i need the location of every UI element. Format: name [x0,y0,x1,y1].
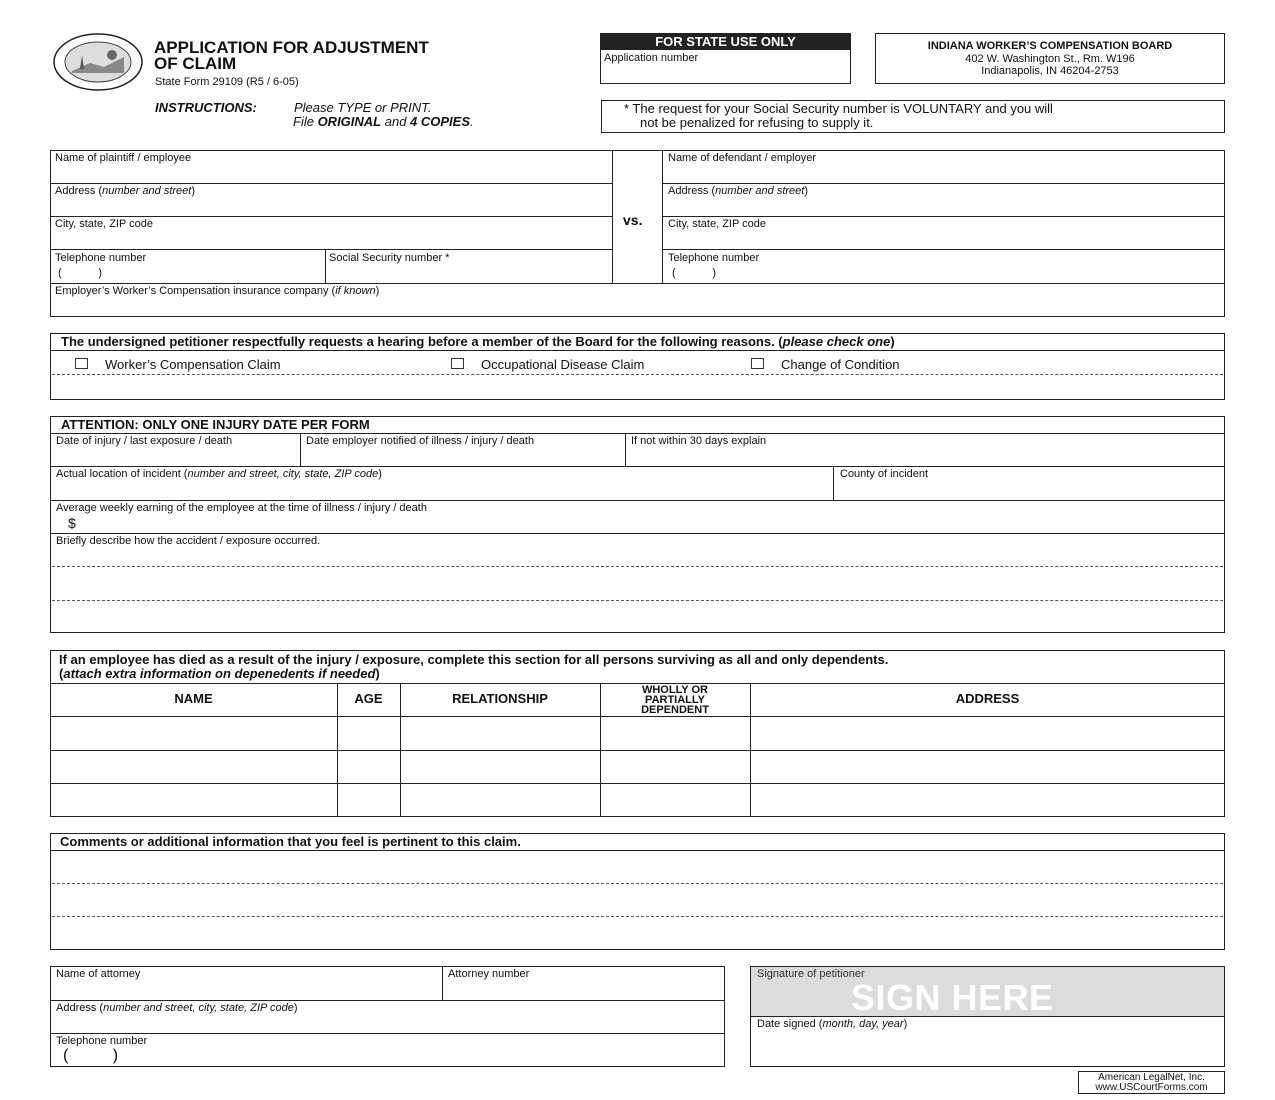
divider [50,500,1225,501]
plaintiff-telephone-label: Telephone number [55,252,147,264]
divider [50,466,1225,467]
dependent-row-2-age[interactable] [338,751,399,782]
change-of-condition-label: Change of Condition [781,357,900,372]
defendant-telephone-field[interactable] [663,265,1224,282]
col-header-dependency: WHOLLY OR PARTIALLY DEPENDENT [641,684,709,716]
plaintiff-phone-parens: ( ) [58,267,102,279]
plaintiff-telephone-field[interactable] [51,265,324,282]
plaintiff-address-field[interactable] [51,198,611,215]
attorney-name-label: Name of attorney [56,968,141,980]
dependents-intro: If an employee has died as a result of the injury / exposure, complete this section for all persons surviving as all and only dependents. (attach extra information on depenedents if needed) [59,652,889,681]
divider [612,150,613,284]
plaintiff-address-label: Address (number and street) [55,185,196,197]
date-notified-label: Date employer notified of illness / injury / death [306,435,535,447]
explain-field[interactable] [626,448,1224,465]
defendant-city-label: City, state, ZIP code [668,218,767,230]
weekly-earning-label: Average weekly earning of the employee at the time of illness / injury / death [56,502,427,514]
date-signed-field[interactable] [751,1031,1224,1066]
divider [662,183,1225,184]
state-use-title: FOR STATE USE ONLY [601,34,850,50]
divider [662,249,1225,250]
vs-label: vs. [623,212,643,228]
occupational-disease-claim-label: Occupational Disease Claim [481,357,645,372]
dependent-row-3-relationship[interactable] [401,784,599,816]
comments-label: Comments or additional information that you feel is pertinent to this claim. [60,834,521,849]
date-of-injury-label: Date of injury / last exposure / death [56,435,233,447]
attorney-address-field[interactable] [51,1015,724,1032]
application-number-field[interactable] [601,64,850,83]
accident-description-label: Briefly describe how the accident / exposure occurred. [56,535,321,547]
dependent-row-3-address[interactable] [751,784,1224,816]
dependent-row-1-name[interactable] [51,717,336,749]
defendant-address-label: Address (number and street) [668,185,809,197]
divider [50,350,1225,351]
plaintiff-name-field[interactable] [51,165,611,182]
weekly-earning-field[interactable] [80,515,1224,532]
ssn-label: Social Security number * [329,252,450,264]
dependent-row-3-dependency[interactable] [601,784,749,816]
explain-label: If not within 30 days explain [631,435,767,447]
dependent-row-1-dependency[interactable] [601,717,749,749]
defendant-address-field[interactable] [663,198,1224,215]
attorney-name-field[interactable] [51,981,441,999]
plaintiff-city-field[interactable] [51,231,611,248]
defendant-telephone-label: Telephone number [668,252,760,264]
divider [50,216,612,217]
workers-comp-claim-checkbox[interactable] [75,358,88,369]
dependent-row-1-age[interactable] [338,717,399,749]
incident-location-label: Actual location of incident (number and street, city, state, ZIP code) [56,468,382,480]
date-notified-field[interactable] [301,448,624,465]
signature-label: Signature of petitioner [757,968,865,980]
incident-location-field[interactable] [51,481,832,499]
county-field[interactable] [834,481,1224,499]
defendant-name-label: Name of defendant / employer [668,152,816,164]
divider [50,683,1225,684]
board-address-line2: Indianapolis, IN 46204-2753 [981,65,1119,77]
state-seal [52,33,144,91]
dependent-row-2-address[interactable] [751,751,1224,782]
dollar-sign: $ [68,515,76,531]
footer-credit: American LegalNet, Inc. www.USCourtForms.com [1078,1071,1225,1094]
application-number-label: Application number [604,52,699,64]
dependent-row-2-name[interactable] [51,751,336,782]
date-signed-label: Date signed (month, day, year) [757,1018,908,1030]
plaintiff-name-label: Name of plaintiff / employee [55,152,192,164]
attorney-telephone-field[interactable] [51,1048,724,1066]
dependent-row-1-relationship[interactable] [401,717,599,749]
sign-here-text: SIGN HERE [851,977,1054,1018]
instructions: INSTRUCTIONS: Please TYPE or PRINT. [155,100,432,115]
divider [750,1016,1225,1017]
attorney-number-field[interactable] [443,981,724,999]
divider [50,433,1225,434]
divider [50,249,612,250]
attention-heading: ATTENTION: ONLY ONE INJURY DATE PER FORM [61,417,370,432]
hearing-request-text: The undersigned petitioner respectfully requests a hearing before a member of the Board for the following reasons. (please check one) [61,334,895,349]
dependent-row-3-age[interactable] [338,784,399,816]
dependent-row-2-relationship[interactable] [401,751,599,782]
attorney-address-label: Address (number and street, city, state, ZIP code) [56,1002,298,1014]
dashed-line [52,374,1223,375]
dashed-line [52,566,1223,567]
divider [662,216,1225,217]
divider [50,533,1225,534]
insurance-field[interactable] [51,298,1224,315]
workers-comp-claim-label: Worker’s Compensation Claim [105,357,281,372]
form-title: APPLICATION FOR ADJUSTMENT OF CLAIM [154,38,429,73]
dependent-row-3-name[interactable] [51,784,336,816]
date-of-injury-field[interactable] [51,448,299,465]
col-header-address: ADDRESS [955,691,1020,706]
occupational-disease-claim-checkbox[interactable] [451,358,464,369]
hearing-notes-field[interactable] [51,376,1224,399]
divider [50,1000,725,1001]
state-use-box [600,33,851,84]
board-address-box [875,33,1225,84]
divider [50,283,1225,284]
attorney-telephone-label: Telephone number [56,1035,148,1047]
col-header-name: NAME [174,691,213,706]
insurance-label: Employer’s Worker’s Compensation insurance company (if known) [55,285,380,297]
defendant-phone-parens: ( ) [672,267,716,279]
col-header-relationship: RELATIONSHIP [452,691,548,706]
county-label: County of incident [840,468,929,480]
board-address-line1: 402 W. Washington St., Rm. W196 [965,53,1135,65]
attorney-number-label: Attorney number [448,968,530,980]
board-name: INDIANA WORKER’S COMPENSATION BOARD [927,40,1173,52]
dependent-row-2-dependency[interactable] [601,751,749,782]
attorney-phone-parens: ( ) [63,1047,119,1064]
change-of-condition-checkbox[interactable] [751,358,764,369]
ssn-notice: * The request for your Social Security number is VOLUNTARY and you will not be penalized for refusing to supply it. [601,100,1225,133]
defendant-name-field[interactable] [663,165,1224,182]
defendant-city-field[interactable] [663,231,1224,248]
dashed-line [52,600,1223,601]
col-header-age: AGE [354,691,383,706]
dependent-row-1-address[interactable] [751,717,1224,749]
instructions-copies: File ORIGINAL and 4 COPIES. [293,114,474,129]
divider [50,1033,725,1034]
plaintiff-city-label: City, state, ZIP code [55,218,154,230]
comments-field[interactable] [51,851,1224,949]
ssn-field[interactable] [326,265,611,282]
divider [50,183,612,184]
form-number: State Form 29109 (R5 / 6-05) [155,76,299,88]
accident-description-field[interactable] [51,548,1224,632]
